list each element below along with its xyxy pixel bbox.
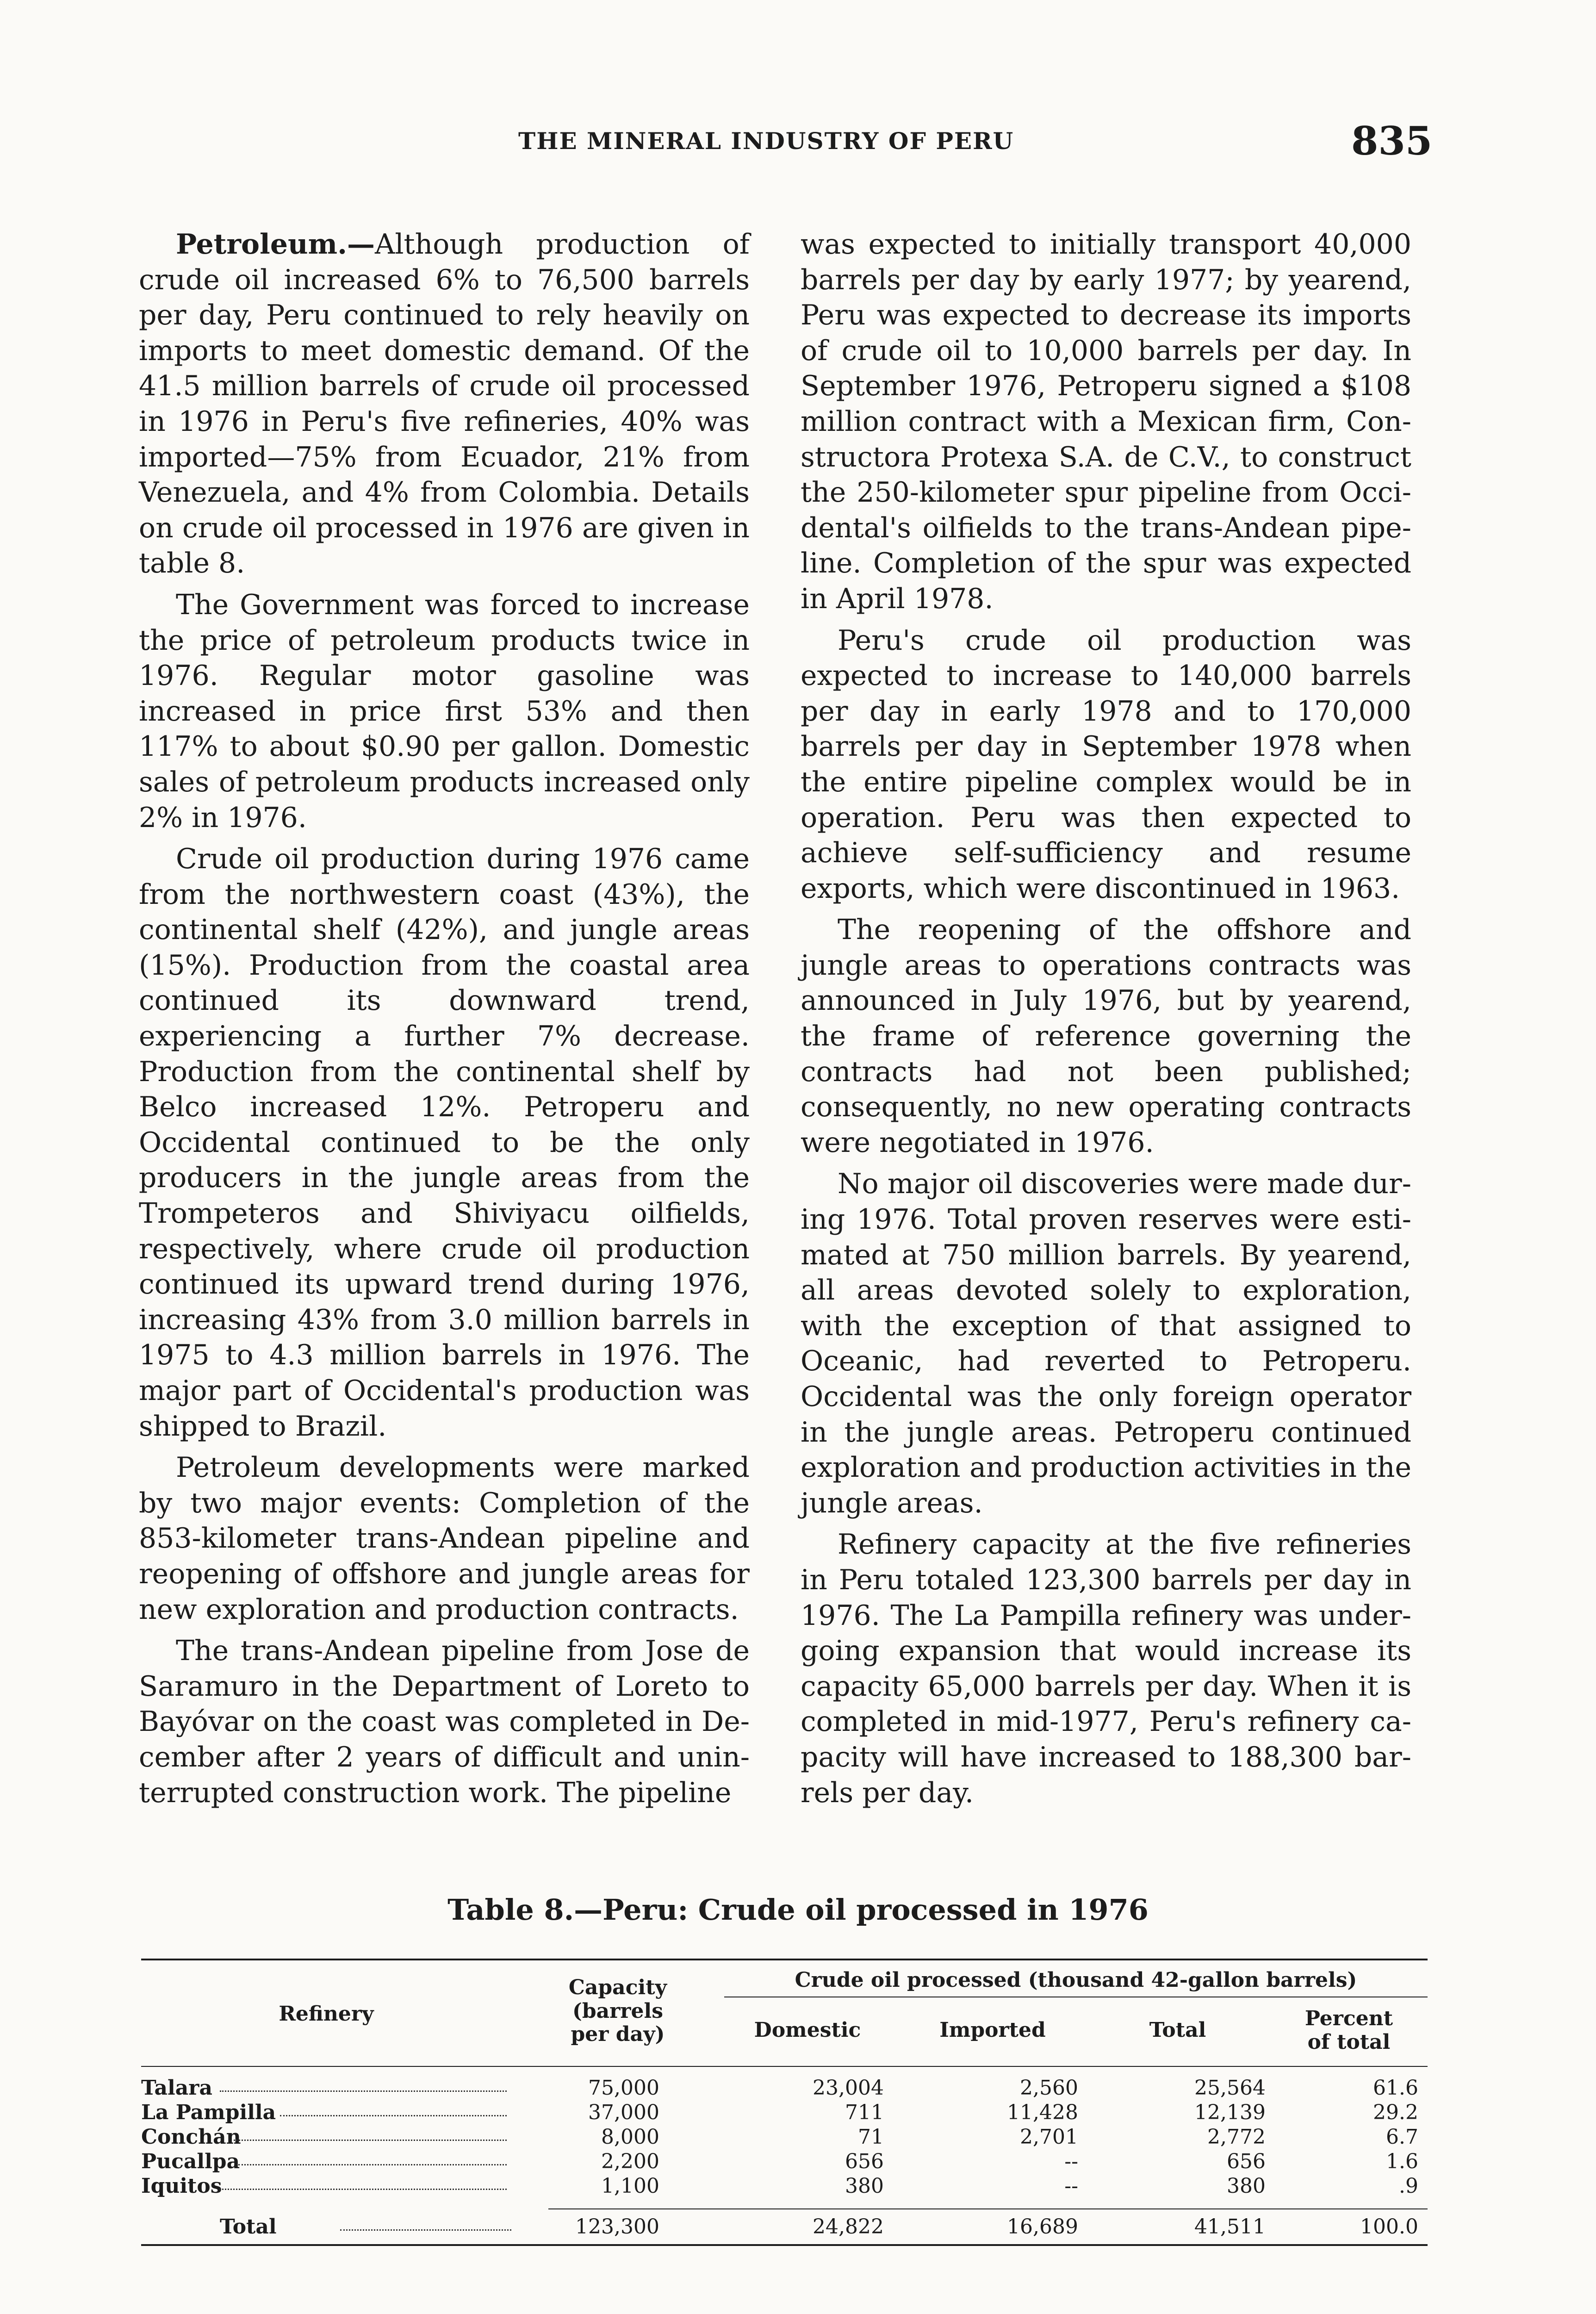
cell-domestic: 711 (845, 2101, 884, 2124)
refinery-name: Conchán (141, 2125, 241, 2149)
paragraph (139, 227, 750, 581)
total-rule (548, 2208, 1428, 2209)
cell-imported: 2,701 (1020, 2125, 1078, 2149)
cell-domestic: 71 (858, 2125, 884, 2149)
cell-imported: -- (1064, 2174, 1078, 2198)
cell-domestic: 24,822 (813, 2215, 884, 2239)
cell-imported: -- (1064, 2150, 1078, 2173)
paragraph: The Government was forced to increase the price of petroleum products twice in 1976. Regular motor gasoline was increased in price first 53% and then 117% to about $0.90 per gallon. Domestic sales of petroleum products increased only 2% in 1976. (139, 588, 750, 834)
cell-total: 380 (1227, 2174, 1266, 2198)
cell-capacity: 123,300 (575, 2215, 659, 2239)
cell-capacity: 75,000 (588, 2076, 659, 2100)
running-head: THE MINERAL INDUSTRY OF PERU (518, 127, 1014, 155)
cell-domestic: 380 (845, 2174, 884, 2198)
cell-total: 656 (1227, 2150, 1266, 2173)
right-column (801, 227, 1411, 1816)
cell-total: 41,511 (1194, 2215, 1266, 2239)
cell-imported: 16,689 (1007, 2215, 1078, 2239)
cell-percent: 1.6 (1386, 2150, 1418, 2173)
dot-leader (234, 2135, 507, 2141)
dot-leader (238, 2159, 507, 2165)
header-imported: Imported (939, 2018, 1046, 2042)
paragraph: No major oil discoveries were made during 1976. Total proven reserves were estimated at 750 million barrels. By yearend, all areas devoted solely to exploration, with the exception of that assigned to Oceanic, had reverted to Petroperu. Occidental was the only foreign operator in the jungle areas. Petroperu continued exploration and production activities in the jungle areas. (801, 1168, 1411, 1519)
section-run-in-heading: Petroleum.— (176, 228, 375, 261)
refinery-name: Talara (141, 2076, 212, 2100)
cell-percent: 29.2 (1373, 2101, 1418, 2124)
header-refinery: Refinery (279, 2002, 374, 2026)
paragraph: Crude oil production during 1976 came from the northwestern coast (43%), the continental shelf (42%), and jungle areas (15%). Production from the coastal area continued its downward trend, experiencing a further 7% decrease. Production from the continental shelf by Belco increased 12%. Petroperu and Occidental continued to be the only producers in the jungle areas from the Trompeteros and Shiviyacu oilfields, respectively, where crude oil production continued its upward trend during 1976, increasing 43% from 3.0 million barrels in 1975 to 4.3 million barrels in 1976. The major part of Occidental's production was shipped to Brazil. (139, 843, 750, 1443)
table-title: Table 8.—Peru: Crude oil processed in 1976 (447, 1893, 1149, 1927)
cell-percent: 6.7 (1386, 2125, 1418, 2149)
paragraph: Petroleum developments were marked by two major events: Completion of the 853-kilometer trans-Andean pipeline and reopening of offshore and jungle areas for new exploration and production contracts. (139, 1451, 750, 1626)
paragraph: Refinery capacity at the five refineries in Peru totaled 123,300 barrels per day in 1976. The La Pampilla refinery was undergoing expansion that would increase its capacity 65,000 barrels per day. When it is completed in mid-1977, Peru's refinery capacity will have increased to 188,300 barrels per day. (801, 1528, 1411, 1809)
cell-total: 12,139 (1194, 2101, 1266, 2124)
cell-percent: .9 (1399, 2174, 1418, 2198)
dot-leader (220, 2086, 507, 2092)
cell-capacity: 37,000 (588, 2101, 659, 2124)
dot-leader (280, 2110, 507, 2116)
paragraph: The reopening of the offshore and jungle areas to operations contracts was announced in July 1976, but by yearend, the frame of reference governing the contracts had not been published; consequently, no new operating contracts were negotiated in 1976. (801, 914, 1411, 1159)
header-bottom-rule (141, 2066, 1428, 2067)
header-percent: Percent of total (1304, 2007, 1393, 2054)
paragraph-text: Although production of crude oil increased 6% to 76,500 barrels per day, Peru continued to rely heavily on imports to meet domestic demand. Of the 41.5 million barrels of crude oil processed in 1976 in Peru's five refineries, 40% was imported—75% from Ecuador, 21% from Venezuela, and 4% from Colombia. Details on crude oil processed in 1976 are given in table 8. (139, 228, 750, 580)
header-group: Crude oil processed (thousand 42-gallon barrels) (795, 1968, 1357, 1992)
refinery-name: Total (220, 2215, 277, 2239)
header-domestic: Domestic (754, 2018, 861, 2042)
refinery-name: Iquitos (141, 2174, 222, 2198)
cell-capacity: 8,000 (601, 2125, 659, 2149)
cell-domestic: 23,004 (813, 2076, 884, 2100)
cell-total: 25,564 (1194, 2076, 1266, 2100)
header-total: Total (1149, 2018, 1206, 2042)
cell-percent: 61.6 (1373, 2076, 1418, 2100)
refinery-name: Pucallpa (141, 2150, 240, 2173)
cell-domestic: 656 (845, 2150, 884, 2173)
cell-percent: 100.0 (1360, 2215, 1418, 2239)
paragraph: The trans-Andean pipeline from Jose de Saramuro in the Department of Loreto to Bayóvar on the coast was completed in December after 2 years of difficult and uninterrupted construction work. The pipeline (139, 1635, 750, 1809)
cell-capacity: 1,100 (601, 2174, 659, 2198)
left-column (139, 227, 750, 1816)
paragraph: Peru's crude oil production was expected to increase to 140,000 barrels per day in early 1978 and to 170,000 barrels per day in September 1978 when the entire pipeline complex would be in operation. Peru was then expected to achieve self-sufficiency and resume exports, which were discontinued in 1963. (801, 624, 1411, 905)
page-number: 835 (1351, 118, 1433, 164)
refinery-name: La Pampilla (141, 2101, 276, 2124)
cell-total: 2,772 (1207, 2125, 1266, 2149)
cell-imported: 11,428 (1007, 2101, 1078, 2124)
table-top-rule (141, 1959, 1428, 1960)
dot-leader (220, 2184, 507, 2190)
cell-imported: 2,560 (1020, 2076, 1078, 2100)
table-bottom-rule (141, 2244, 1428, 2246)
cell-capacity: 2,200 (601, 2150, 659, 2173)
header-capacity: Capacity (barrels per day) (568, 1976, 667, 2047)
dot-leader (340, 2225, 511, 2231)
paragraph: was expected to initially transport 40,000 barrels per day by early 1977; by yearend, Peru was expected to decrease its imports of crude oil to 10,000 barrels per day. In September 1976, Petroperu signed a $108 million contract with a Mexican firm, Constructora Protexa S.A. de C.V., to construct the 250-kilometer spur pipeline from Occidental's oilfields to the trans-Andean pipeline. Completion of the spur was expected in April 1978. (801, 228, 1411, 615)
